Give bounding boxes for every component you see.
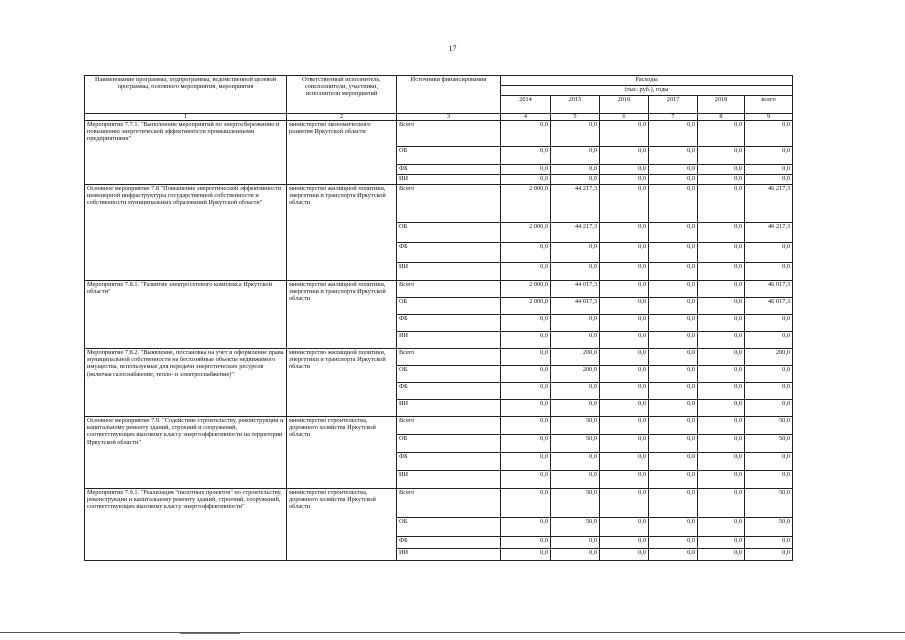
amount-cell: 0,0	[745, 400, 793, 417]
amount-cell: 0,0	[745, 263, 793, 281]
year-2018: 2018	[698, 96, 745, 114]
amount-cell: 50,0	[745, 435, 793, 453]
responsible-executor: министерство жилищной политики, энергетики и транспорта Иркутской области	[287, 281, 397, 349]
amount-cell: 0,0	[649, 147, 698, 165]
amount-cell: 50,0	[551, 489, 600, 518]
amount-cell: 0,0	[501, 471, 551, 489]
amount-cell: 50,0	[551, 435, 600, 453]
amount-cell: 0,0	[745, 453, 793, 471]
col-num: 9	[745, 114, 793, 121]
amount-cell: 200,0	[551, 349, 600, 366]
amount-cell: 0,0	[501, 537, 551, 549]
activity-name: Мероприятие 7.8.1. "Развитие электросетевого комплекса Иркутской области"	[85, 281, 287, 349]
amount-cell: 0,0	[600, 165, 649, 175]
funding-source: Всего	[397, 417, 501, 435]
funding-source: ФБ	[397, 537, 501, 549]
amount-cell: 0,0	[698, 435, 745, 453]
amount-cell: 0,0	[698, 175, 745, 185]
year-2014: 2014	[501, 96, 551, 114]
amount-cell: 0,0	[600, 453, 649, 471]
amount-cell: 0,0	[745, 243, 793, 263]
amount-cell: 0,0	[649, 349, 698, 366]
funding-source: ФБ	[397, 453, 501, 471]
amount-cell: 0,0	[649, 175, 698, 185]
amount-cell: 0,0	[551, 549, 600, 561]
col-num: 4	[501, 114, 551, 121]
table-row	[85, 349, 793, 366]
amount-cell: 0,0	[649, 518, 698, 537]
amount-cell: 46 217,3	[745, 223, 793, 243]
amount-cell: 0,0	[551, 243, 600, 263]
amount-cell: 0,0	[698, 417, 745, 435]
amount-cell: 0,0	[698, 453, 745, 471]
amount-cell: 0,0	[600, 435, 649, 453]
table-row	[85, 121, 793, 147]
amount-cell: 0,0	[745, 366, 793, 383]
funding-source: ФБ	[397, 165, 501, 175]
amount-cell: 0,0	[501, 243, 551, 263]
amount-cell: 0,0	[698, 537, 745, 549]
amount-cell: 0,0	[501, 147, 551, 165]
table-row	[85, 185, 793, 223]
amount-cell: 0,0	[501, 453, 551, 471]
amount-cell: 2 000,0	[501, 223, 551, 243]
amount-cell: 0,0	[551, 263, 600, 281]
funding-source: ИИ	[397, 549, 501, 561]
amount-cell: 0,0	[501, 417, 551, 435]
amount-cell: 0,0	[649, 332, 698, 349]
amount-cell: 0,0	[649, 315, 698, 332]
amount-cell: 0,0	[600, 549, 649, 561]
responsible-executor: министерство строительства, дорожного хозяйства Иркутской области	[287, 417, 397, 489]
amount-cell: 0,0	[649, 453, 698, 471]
amount-cell: 0,0	[501, 121, 551, 147]
amount-cell: 0,0	[649, 298, 698, 315]
amount-cell: 0,0	[698, 549, 745, 561]
amount-cell: 2 000,0	[501, 185, 551, 223]
table-row	[85, 489, 793, 518]
amount-cell: 0,0	[551, 165, 600, 175]
amount-cell: 0,0	[600, 147, 649, 165]
amount-cell: 0,0	[649, 537, 698, 549]
year-2015: 2015	[551, 96, 600, 114]
amount-cell: 0,0	[600, 243, 649, 263]
funding-source: Всего	[397, 185, 501, 223]
amount-cell: 0,0	[551, 147, 600, 165]
amount-cell: 0,0	[698, 315, 745, 332]
amount-cell: 0,0	[501, 489, 551, 518]
amount-cell: 0,0	[501, 366, 551, 383]
amount-cell: 0,0	[551, 471, 600, 489]
amount-cell: 0,0	[698, 185, 745, 223]
amount-cell: 0,0	[551, 315, 600, 332]
amount-cell: 0,0	[649, 549, 698, 561]
amount-cell: 0,0	[698, 147, 745, 165]
amount-cell: 0,0	[698, 165, 745, 175]
amount-cell: 0,0	[698, 471, 745, 489]
amount-cell: 0,0	[698, 298, 745, 315]
amount-cell: 0,0	[600, 417, 649, 435]
amount-cell: 0,0	[698, 366, 745, 383]
table-row	[85, 281, 793, 298]
header-responsible: Ответственный исполнитель, соисполнители, участники, исполнители мероприятий	[287, 76, 397, 114]
col-num: 8	[698, 114, 745, 121]
amount-cell: 0,0	[600, 518, 649, 537]
amount-cell: 0,0	[501, 549, 551, 561]
funding-source: ОБ	[397, 223, 501, 243]
page-number: 17	[448, 44, 457, 53]
activity-name: Мероприятие 7.8.2. "Выявление, постановка на учет и оформление права муниципальной собственности на бесхозяйные объекты недвижимого имущества, используемые для передачи энергетических ресурсов (включая газоснабжение, тепло- и электроснабжение)"	[85, 349, 287, 417]
amount-cell: 0,0	[745, 332, 793, 349]
amount-cell: 0,0	[698, 332, 745, 349]
amount-cell: 0,0	[600, 332, 649, 349]
amount-cell: 50,0	[745, 417, 793, 435]
activity-name: Мероприятие 7.9.1. "Реализация "пилотных проектов" по строительству, реконструкции и капитальному ремонту зданий, строений, сооружений, соответствующих высокому классу энергоэффективности"	[85, 489, 287, 561]
responsible-executor: министерство строительства, дорожного хозяйства Иркутской области	[287, 489, 397, 561]
amount-cell: 0,0	[745, 471, 793, 489]
amount-cell: 0,0	[551, 383, 600, 400]
amount-cell: 0,0	[600, 537, 649, 549]
amount-cell: 0,0	[698, 518, 745, 537]
amount-cell: 0,0	[745, 383, 793, 400]
funding-source: ОБ	[397, 147, 501, 165]
amount-cell: 0,0	[698, 243, 745, 263]
amount-cell: 0,0	[600, 263, 649, 281]
financing-table	[84, 75, 793, 561]
amount-cell: 0,0	[501, 518, 551, 537]
amount-cell: 0,0	[501, 383, 551, 400]
amount-cell: 0,0	[501, 315, 551, 332]
amount-cell: 44 017,3	[551, 281, 600, 298]
funding-source: Всего	[397, 349, 501, 366]
amount-cell: 0,0	[698, 383, 745, 400]
amount-cell: 44 217,3	[551, 223, 600, 243]
amount-cell: 46 217,3	[745, 185, 793, 223]
funding-source: ОБ	[397, 435, 501, 453]
amount-cell: 0,0	[501, 349, 551, 366]
amount-cell: 0,0	[649, 400, 698, 417]
funding-source: Всего	[397, 489, 501, 518]
amount-cell: 0,0	[698, 400, 745, 417]
amount-cell: 50,0	[551, 417, 600, 435]
year-2017: 2017	[649, 96, 698, 114]
amount-cell: 0,0	[745, 175, 793, 185]
amount-cell: 0,0	[649, 489, 698, 518]
amount-cell: 0,0	[501, 400, 551, 417]
header-source: Источники финансирования	[397, 76, 501, 114]
amount-cell: 0,0	[501, 332, 551, 349]
amount-cell: 46 017,3	[745, 298, 793, 315]
header-name: Наименование программы, подпрограммы, ведомственной целевой программы, основного мероприятия, мероприятия	[85, 76, 287, 114]
amount-cell: 0,0	[600, 281, 649, 298]
funding-source: ФБ	[397, 315, 501, 332]
amount-cell: 0,0	[649, 471, 698, 489]
responsible-executor: министерство жилищной политики, энергетики и транспорта Иркутской области	[287, 185, 397, 281]
funding-source: ИИ	[397, 175, 501, 185]
amount-cell: 44 017,3	[551, 298, 600, 315]
amount-cell: 0,0	[649, 243, 698, 263]
amount-cell: 0,0	[698, 121, 745, 147]
amount-cell: 0,0	[501, 435, 551, 453]
scan-artifact-mark	[180, 633, 240, 634]
amount-cell: 0,0	[649, 223, 698, 243]
amount-cell: 0,0	[501, 263, 551, 281]
activity-name: Основное мероприятие 7.9. "Содействие строительству, реконструкции и капитальному ремонту зданий, строений и сооружений, соответствующих высокому классу энергоэффективности на территории Иркутской области"	[85, 417, 287, 489]
amount-cell: 0,0	[698, 281, 745, 298]
amount-cell: 0,0	[600, 471, 649, 489]
activity-name: Основное мероприятие 7.8 "Повышение энергетической эффективности инженерной инфраструктуры государственной собственности и собственности муниципальных образований Иркутской области"	[85, 185, 287, 281]
amount-cell: 0,0	[600, 366, 649, 383]
funding-source: ФБ	[397, 383, 501, 400]
amount-cell: 0,0	[649, 165, 698, 175]
amount-cell: 0,0	[698, 263, 745, 281]
amount-cell: 0,0	[600, 121, 649, 147]
amount-cell: 0,0	[600, 315, 649, 332]
amount-cell: 0,0	[698, 349, 745, 366]
funding-source: ИИ	[397, 471, 501, 489]
amount-cell: 0,0	[649, 281, 698, 298]
year-2016: 2016	[600, 96, 649, 114]
amount-cell: 0,0	[745, 147, 793, 165]
scan-artifact-line	[0, 632, 905, 633]
amount-cell: 46 017,3	[745, 281, 793, 298]
activity-name: Мероприятие 7.7.1. "Выполнение мероприятий по энергосбережению и повышению энергетической эффективности промышленными предприятиями"	[85, 121, 287, 185]
responsible-executor: министерство экономического развития Иркутской области	[287, 121, 397, 185]
amount-cell: 0,0	[600, 175, 649, 185]
amount-cell: 0,0	[600, 185, 649, 223]
amount-cell: 0,0	[600, 383, 649, 400]
col-num: 7	[649, 114, 698, 121]
amount-cell: 0,0	[649, 383, 698, 400]
header-row	[85, 76, 793, 86]
amount-cell: 0,0	[551, 121, 600, 147]
responsible-executor: министерство жилищной политики, энергетики и транспорта Иркутской области	[287, 349, 397, 417]
amount-cell: 50,0	[551, 518, 600, 537]
col-num: 3	[397, 114, 501, 121]
amount-cell: 200,0	[551, 366, 600, 383]
header-expenses-unit: (тыс. руб.), годы	[501, 86, 793, 96]
amount-cell: 0,0	[649, 417, 698, 435]
column-numbers-row	[85, 114, 793, 121]
header-expenses: Расходы	[501, 76, 793, 86]
funding-source: ОБ	[397, 366, 501, 383]
col-num: 1	[85, 114, 287, 121]
funding-source: ИИ	[397, 332, 501, 349]
col-num: 6	[600, 114, 649, 121]
amount-cell: 0,0	[745, 165, 793, 175]
amount-cell: 0,0	[649, 435, 698, 453]
amount-cell: 0,0	[551, 175, 600, 185]
amount-cell: 2 000,0	[501, 298, 551, 315]
funding-source: ФБ	[397, 243, 501, 263]
amount-cell: 0,0	[745, 537, 793, 549]
amount-cell: 0,0	[600, 489, 649, 518]
amount-cell: 0,0	[600, 349, 649, 366]
amount-cell: 0,0	[649, 263, 698, 281]
amount-cell: 0,0	[600, 298, 649, 315]
amount-cell: 0,0	[600, 223, 649, 243]
amount-cell: 0,0	[649, 185, 698, 223]
year-total: всего	[745, 96, 793, 114]
amount-cell: 0,0	[600, 400, 649, 417]
amount-cell: 0,0	[649, 121, 698, 147]
col-num: 5	[551, 114, 600, 121]
amount-cell: 0,0	[501, 165, 551, 175]
funding-source: Всего	[397, 281, 501, 298]
table-row	[85, 417, 793, 435]
amount-cell: 50,0	[745, 489, 793, 518]
col-num: 2	[287, 114, 397, 121]
amount-cell: 0,0	[551, 537, 600, 549]
amount-cell: 44 217,3	[551, 185, 600, 223]
amount-cell: 0,0	[551, 332, 600, 349]
funding-source: ОБ	[397, 298, 501, 315]
amount-cell: 0,0	[698, 489, 745, 518]
amount-cell: 0,0	[649, 366, 698, 383]
funding-source: Всего	[397, 121, 501, 147]
amount-cell: 0,0	[698, 223, 745, 243]
amount-cell: 0,0	[501, 175, 551, 185]
amount-cell: 0,0	[551, 400, 600, 417]
amount-cell: 0,0	[745, 315, 793, 332]
amount-cell: 0,0	[745, 549, 793, 561]
amount-cell: 50,0	[745, 518, 793, 537]
amount-cell: 0,0	[745, 121, 793, 147]
amount-cell: 0,0	[551, 453, 600, 471]
funding-source: ОБ	[397, 518, 501, 537]
amount-cell: 2 000,0	[501, 281, 551, 298]
funding-source: ИИ	[397, 263, 501, 281]
funding-source: ИИ	[397, 400, 501, 417]
amount-cell: 200,0	[745, 349, 793, 366]
